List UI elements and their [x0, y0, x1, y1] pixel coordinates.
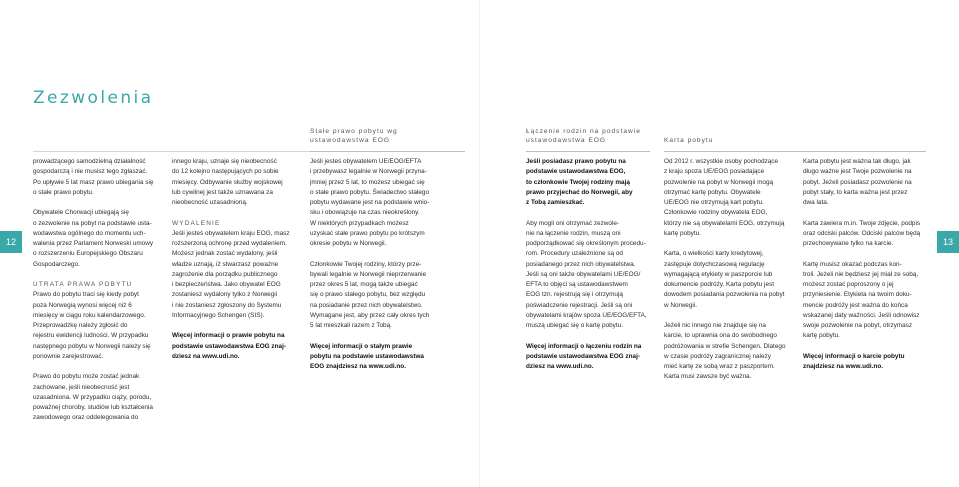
paragraph: Członkowie Twojej rodziny, którzy prze- bywali legalnie w Norwegii nieprzerwanie przez okres 5 lat, mogą także ubiegać się o prawo stałego pobytu, bez względu na posiadanie przez nich obywatelstwo. Wymagane jest, aby przez cały okres tych 5 lat mieszkali razem z Tobą. [310, 260, 430, 329]
intro-paragraph: Jeśli posiadasz prawo pobytu na podstawie ustawodawstwa EOG, to członkowie Twojej rodziny mają prawo przyjechać do Norwegii, aby z Tobą zamieszkać. [526, 158, 633, 206]
more-info-paragraph: Więcej informacji o karcie pobytu znajdziesz na www.udi.no. [803, 352, 905, 370]
more-info-paragraph: Więcej informacji o prawie pobytu na podstawie ustawodawstwa EOG znaj- dziesz na www.udi.no. [172, 332, 286, 360]
paragraph: Karta, o wielkości karty kredytowej, zastępuje dotychczasową regulację wymagającą etykiety w paszporcie lub dokumencie podróży. Karta pobytu jest dowodem posiadania pozwolenia na pobyt w Norwegii. [664, 250, 785, 309]
divider-col5 [664, 151, 926, 152]
more-info-paragraph: Więcej informacji o stałym prawie pobytu na podstawie ustawodawstwa EOG znajdziesz na www.udi.no. [310, 342, 424, 370]
text-column-6 [803, 157, 931, 383]
divider-col4 [526, 151, 650, 152]
column-header-permanent-residence: Stałe prawo pobytu wg ustawodawstwa EOG [310, 128, 398, 144]
text-column-1 [33, 157, 163, 434]
section-heading: WYDALENIE [172, 219, 221, 227]
column-header-residence-card: Karta pobytu [664, 137, 714, 144]
text-column-5 [664, 157, 798, 393]
paragraph: Obywatele Chorwacji ubiegają się o zezwolenie na pobyt na podstawie usta- wodawstwa ogólnego do momentu uch- walenia przez Parlament Norweski umowy o rozszerzeniu Europejskiego Obszaru Gospodarczego. [33, 209, 154, 268]
paragraph: Od 2012 r. wszystkie osoby pochodzące z kraju spoza UE/EOG posiadające pozwolenie na pobyt w Norwegii mogą otrzymać kartę pobytu. Obywatele UE/EOG nie otrzymują kart pobytu. Członkowie rodziny obywatela EOG, którzy nie są obywatelami EOG, otrzymują kartę pobytu. [664, 158, 785, 237]
paragraph: Prawo do pobytu może zostać jednak zachowane, jeśli nieobecność jest uzasadniona. W przypadku ciąży, porodu, poważnej choroby, studiów lub kształcenia zawodowego oraz oddelegowania do [33, 373, 153, 422]
text-column-3 [310, 157, 460, 383]
page-gutter [479, 0, 480, 487]
page-number-left: 12 [0, 231, 22, 253]
paragraph: Karta pobytu jest ważna tak długo, jak długo ważne jest Twoje pozwolenie na pobyt. Jeżeli posiadasz pozwolenie na pobyt stały, to karta ważna jest przez dwa lata. [803, 158, 912, 206]
text-column-2 [172, 157, 302, 372]
paragraph: Karta zawiera m.in. Twoje zdjęcie, podpis oraz odciski palców. Odciski palców będą przechowywane tylko na karcie. [803, 219, 921, 247]
more-info-paragraph: Więcej informacji o łączeniu rodzin na podstawie ustawodawstwa EOG znaj- dziesz na www.udi.no. [526, 342, 642, 370]
paragraph: Prawo do pobytu traci się kiedy pobyt poza Norwegią wynosi więcej niż 6 miesięcy w ciągu roku kalendarzowego. Przeprowadzkę należy zgłosić do rejestru ewidencji ludności. W przypadku następnego pobytu w Norwegii należy się ponownie zarejestrować. [33, 291, 151, 360]
divider-col3 [310, 151, 465, 152]
text-column-4 [526, 157, 656, 383]
paragraph: Jeśli jesteś obywatelem kraju EOG, masz rozszerzoną ochronę przed wydaleniem. Możesz jednak zostać wydalony, jeśli władze uznają, iż stwarzasz poważne zagrożenie dla porządku publicznego i bezpieczeństwa. Jako obywatel EOG zostaniesz wydalony tylko z Norwegii i nie zostaniesz zgłoszony do Systemu Informacyjnego Schengen (SIS). [172, 229, 290, 319]
paragraph: innego kraju, uznaje się nieobecność do 12 kolejno następujących po sobie miesięcy. Odbywanie służby wojskowej lub cywilnej jest także uznawana za nieobecność uzasadnioną. [172, 158, 283, 206]
paragraph: Kartę musisz okazać podczas kon- troli. Jeżeli nie będziesz jej miał ze sobą, możesz zostać poproszony o jej przyniesienie. Etykieta na twoim doku- mencie podróży jest ważna do końca wskazanej daty ważności. Jeśli odnowisz swoje pozwolenie na pobyt, otrzymasz kartę pobytu. [803, 260, 920, 340]
paragraph: Jeżeli nic innego nie znajduje się na karcie, to uprawnia ona do swobodnego podróżowania w strefie Schengen. Dlatego w czasie podróży zagranicznej należy mieć kartę ze sobą wraz z paszportem. Karta musi zawsze być ważna. [664, 322, 786, 381]
paragraph: Jeśli jesteś obywatelem UE/EOG/EFTA i przebywasz legalnie w Norwegii przyna- jmniej przez 5 lat, to możesz ubiegać się o stałe prawo pobytu. Świadectwo stałego pobytu wydawane jest na podstawie wnio- sku i obowiązuje na czas nieokreślony. W niektórych przypadkach możesz uzyskać stałe prawo pobytu po krótszym okresie pobytu w Norwegii. [310, 158, 430, 247]
page-title: Zezwolenia [33, 88, 154, 108]
paragraph: prowadzącego samodzielną działalność gospodarczą i nie musisz tego zgłaszać. Po upływie 5 lat masz prawo ubiegania się o stałe prawo pobytu. [33, 158, 154, 196]
section-heading: UTRATA PRAWA POBYTU [33, 281, 133, 288]
paragraph: Aby mogli oni otrzymać zezwole- nie na łączenie rodzin, muszą oni podporządkować się określonym procedu- rom. Procedury uzależnione są od posiadanego przez nich obywatelstwa. Jeśli są oni także obywatelami UE/EOG/ EFTA to objęci są ustawodawstwem EOG tzn. rejestrują się i otrzymują poświadczenie rejestracji. Jeśli są oni obywatelami krajów spoza UE/EOG/EFTA, muszą ubiegać się o kartę pobytu. [526, 219, 647, 329]
column-header-family-reunification: Łączenie rodzin na podstawie ustawodawstwa EOG [526, 128, 641, 144]
page-number-right: 13 [937, 231, 959, 253]
